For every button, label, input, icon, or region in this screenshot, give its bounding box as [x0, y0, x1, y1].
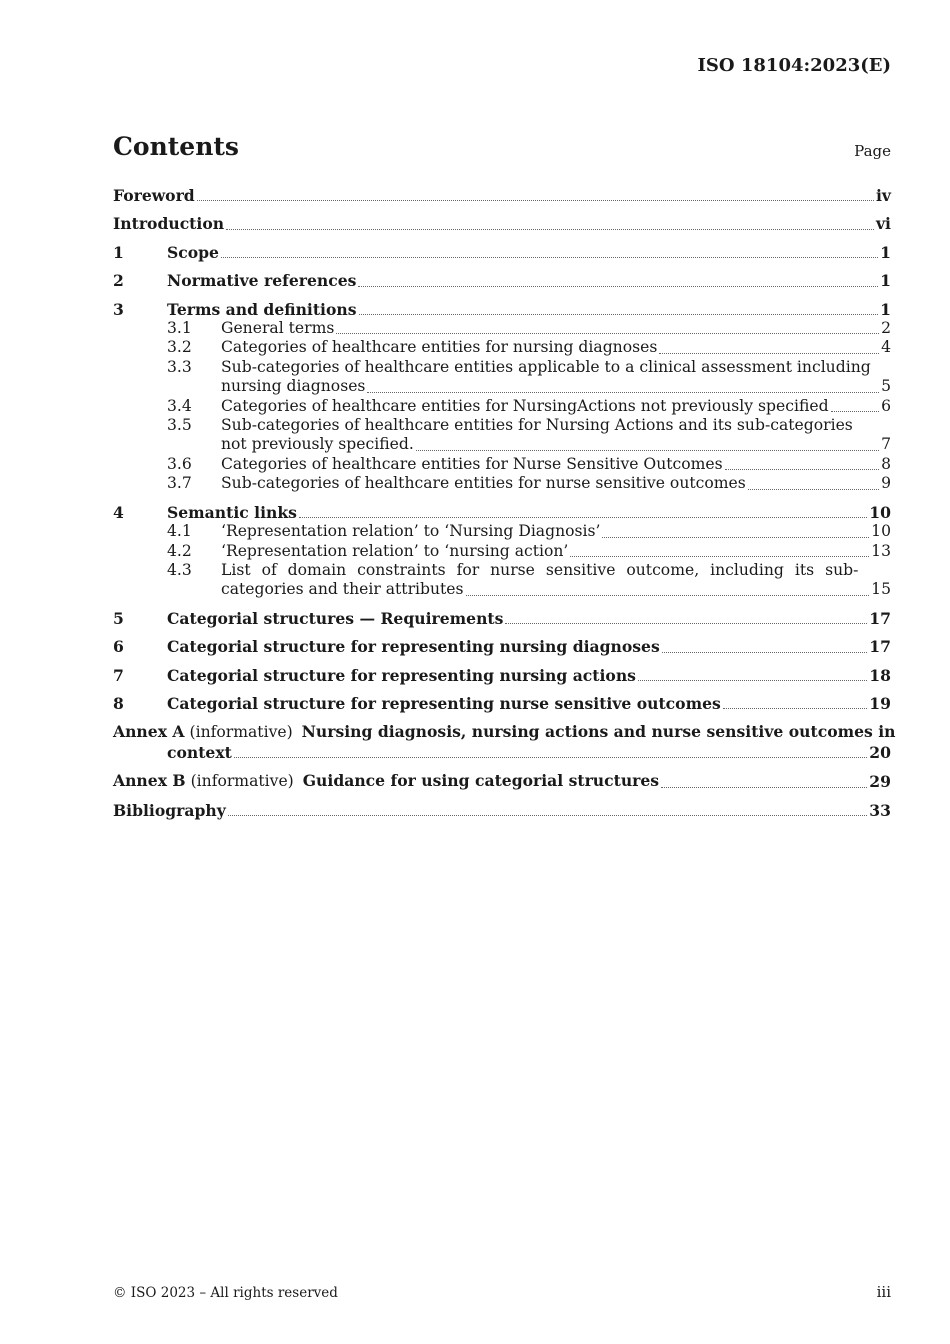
annex-label: Annex B	[113, 771, 186, 791]
toc-entry-4-3-line2[interactable]	[113, 580, 891, 599]
dot-leader	[336, 332, 879, 334]
toc-entry-number: 1	[113, 242, 124, 262]
toc-entry-page: 10	[871, 522, 891, 541]
toc-entry-3-5-line2[interactable]	[113, 435, 891, 454]
dot-leader	[226, 228, 874, 230]
toc-entry-title: Sub-categories of healthcare entities applicable to a clinical assessment including	[221, 357, 871, 376]
dot-leader	[299, 516, 867, 518]
toc-entry-number: 7	[113, 665, 124, 685]
toc-entry-bibliography[interactable]	[113, 801, 891, 820]
toc-entry-page: 8	[881, 454, 891, 473]
toc-entry-title: Terms and definitions	[167, 299, 357, 319]
toc-entry-page: 13	[871, 541, 891, 560]
toc-entry-title: Semantic links	[167, 502, 297, 522]
toc-entry-title: Bibliography	[113, 800, 226, 820]
toc-entry-3-1[interactable]	[113, 319, 891, 338]
toc-entry-number: 4.3	[167, 560, 192, 579]
toc-entry-title: List of domain constraints for nurse sensitive outcome, including its sub-	[221, 560, 859, 579]
toc-entry-title: Guidance for using categorial structures	[302, 771, 660, 791]
toc-entry-3-3-line1[interactable]	[113, 358, 891, 377]
toc-entry-title: Categories of healthcare entities for nursing diagnoses	[221, 338, 658, 357]
toc-entry-4-2[interactable]	[113, 542, 891, 561]
dot-leader	[662, 651, 868, 653]
toc-entry-title: ‘Representation relation’ to ‘nursing action’	[221, 541, 569, 560]
toc-entry-number: 3.3	[167, 357, 192, 376]
toc-entry-title: Scope	[167, 242, 219, 262]
dot-leader	[466, 594, 870, 596]
footer-page-number: iii	[876, 1283, 891, 1301]
toc-entry-3-4[interactable]	[113, 397, 891, 416]
dot-leader	[659, 352, 879, 354]
dot-leader	[748, 488, 879, 490]
toc-entry-4-1[interactable]	[113, 522, 891, 541]
toc-entry-title: Categorial structure for representing nursing diagnoses	[167, 637, 660, 657]
toc-entry-terms-and-definitions[interactable]	[113, 300, 891, 319]
annex-informative: (informative)	[189, 723, 293, 742]
toc-entry-page: 4	[881, 338, 891, 357]
toc-entry-number: 4.1	[167, 522, 192, 541]
dot-leader	[221, 256, 878, 258]
toc-entry-page: 7	[881, 435, 891, 454]
dot-leader	[831, 410, 880, 412]
toc-entry-nursing-diagnoses[interactable]	[113, 637, 891, 656]
toc-entry-page: 1	[880, 271, 891, 291]
toc-entry-page: 15	[871, 580, 891, 599]
toc-entry-page: 17	[869, 608, 891, 628]
toc-entry-title: Sub-categories of healthcare entities for Nursing Actions and its sub-categories	[221, 416, 853, 435]
toc-entry-title: Categorial structures — Requirements	[167, 608, 504, 628]
toc-entry-number: 2	[113, 271, 124, 291]
dot-leader	[358, 285, 878, 287]
dot-leader	[725, 468, 879, 470]
toc-entry-title-continued: categories and their attributes	[221, 580, 464, 599]
dot-leader	[228, 814, 868, 816]
toc-entry-number: 3.7	[167, 474, 192, 493]
toc-entry-page: 19	[869, 693, 891, 713]
toc-entry-scope[interactable]	[113, 243, 891, 262]
toc-entry-page: 1	[880, 242, 891, 262]
annex-label: Annex A	[113, 722, 185, 742]
toc-entry-number: 6	[113, 637, 124, 657]
toc-entry-title-continued: not previously specified.	[221, 435, 414, 454]
toc-entry-number: 3.4	[167, 396, 192, 415]
toc-entry-title-continued: context	[167, 742, 232, 762]
toc-entry-page: 9	[881, 474, 891, 493]
toc-entry-3-6[interactable]	[113, 455, 891, 474]
toc-entry-page: 29	[869, 772, 891, 792]
document-id: ISO 18104:2023(E)	[697, 55, 891, 76]
toc-entry-number: 3.2	[167, 338, 192, 357]
toc-entry-page: 10	[869, 502, 891, 522]
toc-entry-title: Nursing diagnosis, nursing actions and nurse sensitive outcomes in	[301, 722, 896, 742]
toc-entry-title: Foreword	[113, 186, 195, 205]
toc-entry-nurse-sensitive-outcomes[interactable]	[113, 694, 891, 713]
toc-entry-page: 20	[869, 742, 891, 762]
dot-leader	[638, 679, 867, 681]
dot-leader	[661, 786, 867, 788]
toc-entry-page: 18	[869, 665, 891, 685]
toc-entry-foreword[interactable]	[113, 186, 891, 205]
toc-entry-number: 4	[113, 502, 124, 522]
dot-leader	[416, 449, 879, 451]
toc-entry-4-3-line1[interactable]	[113, 561, 891, 580]
toc-entry-number: 3.5	[167, 416, 192, 435]
toc-entry-page: 2	[881, 319, 891, 338]
toc-entry-number: 3.6	[167, 454, 192, 473]
page-column-label: Page	[854, 142, 891, 160]
toc-entry-annex-a-line1[interactable]	[113, 722, 896, 742]
toc-entry-title: Categories of healthcare entities for NursingActions not previously specified	[221, 396, 829, 415]
dot-leader	[197, 199, 874, 201]
toc-entry-page: vi	[876, 214, 891, 234]
toc-entry-nursing-actions[interactable]	[113, 666, 891, 685]
toc-entry-title: Categorial structure for representing nursing actions	[167, 665, 636, 685]
toc-entry-number: 4.2	[167, 541, 192, 560]
toc-entry-3-2[interactable]	[113, 338, 891, 357]
toc-entry-page: 17	[869, 637, 891, 657]
toc-entry-annex-b[interactable]	[113, 771, 891, 791]
dot-leader	[234, 756, 867, 758]
toc-entry-page: 1	[880, 299, 891, 319]
toc-entry-title-continued: nursing diagnoses	[221, 377, 366, 396]
toc-entry-normative-references[interactable]	[113, 271, 891, 290]
toc-entry-number: 3.1	[167, 319, 192, 338]
dot-leader	[723, 707, 868, 709]
annex-informative: (informative)	[190, 772, 294, 791]
toc-entry-title: Normative references	[167, 271, 357, 291]
toc-entry-page: 5	[881, 377, 891, 396]
toc-entry-title: General terms	[221, 319, 335, 338]
toc-entry-3-3-line2[interactable]	[113, 377, 891, 396]
dot-leader	[505, 622, 867, 624]
toc-entry-title: Categories of healthcare entities for Nurse Sensitive Outcomes	[221, 454, 723, 473]
dot-leader	[367, 391, 879, 393]
toc-entry-page: iv	[876, 186, 891, 205]
table-of-contents	[113, 186, 896, 820]
toc-entry-introduction[interactable]	[113, 214, 891, 233]
toc-entry-semantic-links[interactable]	[113, 503, 891, 522]
toc-entry-title: Categorial structure for representing nurse sensitive outcomes	[167, 693, 721, 713]
dot-leader	[570, 555, 869, 557]
toc-entry-annex-a-line2[interactable]	[113, 743, 891, 762]
toc-entry-categorial-structures-requirements[interactable]	[113, 609, 891, 628]
dot-leader	[602, 536, 869, 538]
toc-entry-title: Introduction	[113, 214, 225, 234]
toc-entry-page: 33	[869, 800, 891, 820]
toc-entry-title: Sub-categories of healthcare entities for nurse sensitive outcomes	[221, 474, 746, 493]
footer-copyright: © ISO 2023 – All rights reserved	[113, 1285, 338, 1301]
toc-entry-3-5-line1[interactable]	[113, 416, 891, 435]
dot-leader	[359, 313, 879, 315]
toc-entry-title: ‘Representation relation’ to ‘Nursing Diagnosis’	[221, 522, 601, 541]
toc-entry-3-7[interactable]	[113, 474, 891, 493]
toc-entry-number: 3	[113, 299, 124, 319]
toc-entry-number: 8	[113, 693, 124, 713]
contents-title: Contents	[113, 132, 240, 161]
toc-entry-page: 6	[881, 396, 891, 415]
toc-entry-number: 5	[113, 608, 124, 628]
